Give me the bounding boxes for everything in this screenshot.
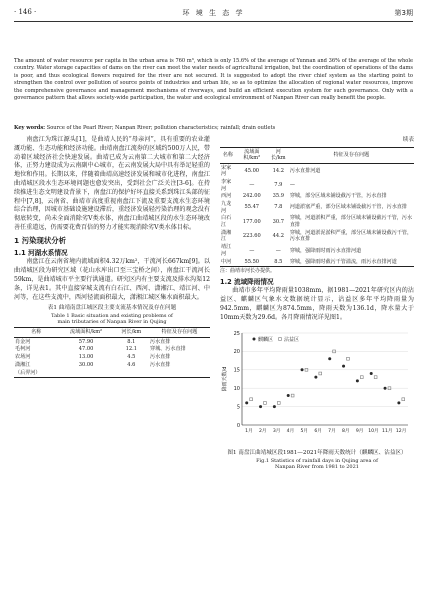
cell-name: 靖江河 [221, 244, 232, 257]
col-header-name: 名称 [14, 328, 59, 338]
cell-area: 57.90 [78, 338, 94, 345]
cell-issue: 穿城，河道淤泥淤积严重，部分区域未铺设截污干管，污水直排 [289, 229, 413, 243]
keywords-label: Key words: [14, 125, 46, 131]
data-point-series-2 [360, 375, 363, 378]
cell-name: 潇湘江 [221, 229, 232, 243]
table-caption-en [14, 313, 210, 326]
table-row [14, 369, 210, 377]
table-row [220, 229, 414, 243]
cell-issue: 穿城，强降雨时截污干管溢流，雨污水直排河道 [289, 258, 414, 266]
col-header-issue: 特征及存在问题 [289, 147, 414, 163]
table-row [220, 178, 414, 192]
cell-name: 九龙河 [221, 201, 232, 214]
col-header-name: 名称 [220, 147, 236, 163]
legend-label-series-2: 沾益区 [284, 336, 300, 343]
cell-length [114, 369, 149, 377]
cell-area: — [249, 182, 255, 189]
cell-length: 8.5 [268, 258, 289, 266]
data-point-series-1 [301, 368, 304, 371]
header-rule [14, 21, 413, 22]
data-point-series-2 [291, 394, 294, 397]
table-row [220, 258, 414, 266]
cell-area: 13.00 [78, 354, 94, 361]
journal-title: 环 境 生 态 学 [182, 9, 245, 17]
x-tick-label: 4月 [286, 428, 295, 434]
data-point-series-1 [384, 386, 387, 389]
cell-area: 55.50 [236, 258, 268, 266]
figure-caption-cn: 图1 南盘江曲靖城区段1981—2021年降雨天数统计（麒麟区、沾益区） [227, 450, 407, 457]
figure-caption-en-line: Nanpan River from 1981 to 2021 [275, 463, 359, 470]
y-axis-label: 降雨天数/d [222, 366, 228, 392]
table-row [220, 163, 414, 178]
data-point-series-1 [328, 357, 331, 360]
table-row [220, 215, 414, 229]
y-tick-label: 5 [236, 403, 240, 410]
data-point-series-2 [264, 401, 267, 404]
cell-issue: 穿城，河道淤积严重，部分区域未铺设截污干管，污水直排 [289, 215, 413, 229]
cell-issue: 穿城，部分区域未铺设截污干管，污水直排 [289, 193, 387, 200]
data-point-series-2 [250, 397, 253, 400]
keywords-text: Source of the Pearl River; Nanpan River; pollution characteristics; rainfall; drain outlets [46, 125, 276, 131]
cell-name: 西河 [221, 193, 232, 200]
data-point-series-1 [342, 364, 345, 367]
table-caption-en-line: Table 1 Basic situation and existing problems of [51, 312, 173, 319]
cell-length: 7.9 [274, 182, 283, 189]
legend-label-series-1: 麒麟区 [258, 336, 274, 343]
y-tick-label: 0 [236, 422, 240, 429]
body-paragraph: 南盘江在云南省境内流域面积4.32万km²，干流河长667km[9]。以曲靖城区段为研究区域（花山水库出口至三宝桥之间），南盘江干流河长59km，是曲靖城市平主要行洪通道。研究区内有主要支流及排水沟渠12条，详见表1。其中直接穿城支流有白石江、西河、潇湘江、靖江河、中河等，在这些支流中，西河径流面积最大，潇湘江城区集水面积最大。 [14, 258, 210, 301]
keywords [14, 125, 413, 132]
y-tick-label: 25 [233, 330, 240, 337]
cell-name: 中河 [220, 258, 236, 266]
col-header-length: 河长/km [268, 147, 289, 163]
cell-area: 242.00 [242, 193, 261, 200]
cell-length: 14.2 [272, 167, 284, 174]
cell-name: 宋家河 [221, 164, 232, 178]
cell-length: — [275, 247, 281, 254]
cell-name: 毛柯河 [15, 346, 31, 353]
col-header-length: 河长/km [114, 328, 149, 338]
table-row [220, 201, 414, 215]
data-point-series-1 [314, 375, 317, 378]
table-row [220, 193, 414, 201]
table-header-row [220, 147, 414, 163]
y-tick-label: 10 [233, 385, 240, 392]
body-paragraph: 曲靖市多年平均降雨量1038mm，据1981—2021年研究区内的沾益区、麒麟区气象水文数据统计显示，沾益区多年平均降雨量为942.5mm，麒麟区为874.5mm，降雨天数为136.1d，降水量大于10mm天数为29.6d。各月降雨情况详见图1。 [220, 287, 414, 321]
col-header-issue: 特征及存在问题 [149, 328, 210, 338]
cell-issue: — [289, 182, 295, 189]
cell-name: 潇湘江 [15, 361, 31, 368]
section-heading: 1 污染现状分析 [14, 235, 67, 245]
running-header [14, 8, 413, 20]
table-row [14, 337, 210, 345]
x-tick-label: 1月 [245, 428, 253, 434]
cell-issue: 污水直排 [149, 354, 171, 361]
data-point-series-1 [259, 405, 262, 408]
x-tick-label: 3月 [272, 428, 281, 434]
table-header-row [14, 328, 210, 338]
data-point-series-1 [370, 372, 373, 375]
table-caption-en-line: main tributaries of Nanpan River in Qujing [57, 318, 167, 325]
cell-area: 30.00 [78, 361, 94, 368]
cell-length: 7.8 [274, 204, 283, 211]
col-header-area: 流域面积/km² [59, 328, 114, 338]
left-column [14, 136, 210, 378]
table-note: 注：曲靖市河长办提供。 [220, 267, 276, 274]
table-row [220, 244, 414, 258]
figure-caption-en [220, 458, 414, 471]
table-1-right [220, 147, 414, 267]
subsection-heading: 1.1 河湖水系情况 [14, 248, 68, 257]
table-row [14, 361, 210, 369]
cell-length: 35.9 [272, 193, 284, 200]
cell-issue: 穿城、污水直排 [149, 346, 186, 353]
table-row [14, 346, 210, 354]
cell-issue: 污水直排 [149, 338, 171, 345]
cell-name: 肖金河 [15, 338, 31, 345]
x-tick-label: 5月 [300, 428, 309, 434]
x-tick-label: 6月 [314, 428, 322, 434]
x-tick-label: 12月 [395, 428, 407, 434]
data-point-series-2 [347, 357, 350, 360]
table-1-left [14, 327, 210, 378]
x-tick-label: 9月 [355, 428, 364, 434]
x-tick-label: 2月 [258, 428, 267, 434]
data-point-series-2 [402, 397, 405, 400]
y-tick-label: 20 [233, 348, 240, 355]
cell-area [59, 369, 114, 377]
col-header-area: 流域面积/km² [236, 147, 268, 163]
x-tick-label: 7月 [328, 428, 336, 434]
cell-area: 177.00 [242, 218, 261, 225]
cell-issue [149, 369, 210, 377]
x-tick-label: 11月 [382, 428, 393, 434]
cell-issue: 污水直排 [149, 361, 171, 368]
cell-name: 李家河 [221, 178, 232, 192]
data-point-series-1 [245, 401, 248, 404]
intro-paragraph: 南盘江为珠江源头[1]，是曲靖人民的“母亲河”，具有重要的农业灌溉功能、生态功能和经济功能。曲靖南盘江流券的区域约500万人民，带动着区域经济社会快速发展。曲靖已成为云南第二大城市和第二大经济体，正努力建设成为云南副中心城市，在云南发展大局中具有举足轻重的地位和作用。长期以来，伴随着曲靖高速经济发展和城市化进程，南盘江曲靖城区段水生态环境问题也愈发突出，受到社会广泛关注[3-6]。在持续推进生态文明建设背景下，南盘江的保护好坏直接关系到珠江头部的征程中[7,8]，云南省、曲靖市高度重视南盘江下流及重要支流水生态环境综合治理，因城市基础设施建设滞后，重经济发展轻污染治理的观念没有彻底转变，尚未全面消除劣V类水体，南盘江曲靖城区段的水生态环境改善任重道远，仍需要花费百倍的努力才能实现消除劣V类水体目标。 [14, 136, 210, 231]
data-point-series-1 [287, 394, 290, 397]
x-tick-label: 8月 [341, 428, 350, 434]
data-point-series-2 [277, 401, 280, 404]
english-abstract: The amount of water resource per capita in the urban area is 760 m³, which is only 15.6% of the average of Yunnan and 36% of the average of the whole country. Water storage capacities of dams on the river can meet the water needs of agricultural irrigation, but the coordination of operations of the dams is poor, and thus ecological flowers required for the river are not secured. It is suggested to adopt the river chief system as the starting point to strengthen the control over pollution of source points of industries and urban life, so as to optimize the allocation of regional water resources, improve the comprehensive governance and management mechanisms of riverways, and build an efficient execution system for such governance. Only with a governance pattern that allows society-wide participation, the water and ecological environment of Nanpan River can really benefit the people. [14, 58, 413, 102]
page-number: · 146 · [14, 8, 37, 16]
cell-name: （后羿河） [14, 369, 59, 377]
figure-caption-en-line: Fig.1 Statistics of rainfall days in Qujing area of [256, 457, 378, 464]
cell-area: 223.60 [242, 233, 261, 240]
cell-area: 45.00 [244, 167, 260, 174]
cell-length: 12.1 [125, 346, 137, 353]
table-row [14, 354, 210, 362]
legend-marker-series-1 [253, 337, 256, 340]
right-column [220, 136, 414, 470]
cell-name: 农场河 [15, 354, 31, 361]
y-tick-label: 15 [233, 367, 240, 374]
cell-area: — [249, 247, 255, 254]
cell-length: 8.1 [127, 338, 136, 345]
cell-issue: 污水直排河道 [289, 167, 321, 174]
rainfall-chart [220, 325, 414, 447]
cell-issue: 河道淤塞严重，部分区域未铺设截污干管，污水直排 [289, 204, 407, 211]
table-continued-label: 续表 [402, 137, 414, 143]
data-point-series-1 [397, 401, 400, 404]
figure-1 [220, 325, 414, 471]
subsection-heading: 1.2 流域降雨情况 [220, 277, 274, 286]
legend-marker-series-2 [279, 337, 282, 340]
cell-length: 30.7 [272, 218, 284, 225]
x-tick-label: 10月 [368, 428, 379, 434]
cell-area: 55.47 [244, 204, 260, 211]
cell-area: 47.00 [78, 346, 94, 353]
issue-label: 第3期 [394, 9, 413, 17]
data-point-series-1 [273, 405, 276, 408]
table-caption-cn: 表1 曲靖南盘江城区段主要支流基本情况及存在问题 [47, 305, 177, 312]
data-point-series-2 [319, 372, 322, 375]
cell-length: 4.6 [127, 361, 136, 368]
cell-name: 白石江 [221, 215, 232, 229]
cell-length: 44.2 [272, 233, 284, 240]
data-point-series-1 [356, 379, 359, 382]
cell-length: 4.5 [127, 354, 136, 361]
data-point-series-2 [374, 375, 377, 378]
cell-issue: 穿城，强降雨时雨污水直排河道 [289, 247, 362, 254]
